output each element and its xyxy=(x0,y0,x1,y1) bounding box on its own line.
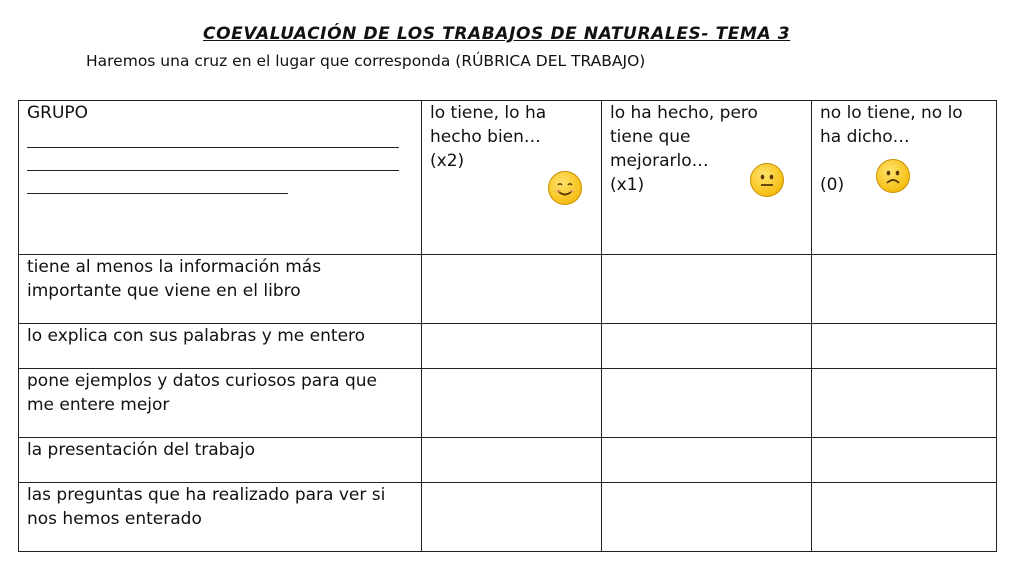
mark-cell[interactable] xyxy=(602,483,812,552)
table-row xyxy=(19,369,997,438)
mark-cell[interactable] xyxy=(602,369,812,438)
mark-cell[interactable] xyxy=(812,255,997,324)
mark-cell[interactable] xyxy=(422,438,602,483)
header-row xyxy=(19,101,997,255)
table-row xyxy=(19,324,997,369)
criterion-text: pone ejemplos y datos curiosos para que xyxy=(27,371,378,391)
group-name-line[interactable] xyxy=(27,148,399,171)
column-header-good xyxy=(422,101,602,255)
criterion-text: tiene al menos la información más xyxy=(27,257,322,277)
group-label: GRUPO xyxy=(27,103,89,123)
mark-cell[interactable] xyxy=(422,369,602,438)
criterion-text: las preguntas que ha realizado para ver si xyxy=(27,485,386,505)
column-header-missing xyxy=(812,101,997,255)
table-row xyxy=(19,255,997,324)
column-header-text: (0) xyxy=(820,175,845,195)
instructions-text: Haremos una cruz en el lugar que corresponda (RÚBRICA DEL TRABAJO) xyxy=(86,52,646,70)
criterion-cell xyxy=(19,324,422,369)
criterion-cell xyxy=(19,438,422,483)
column-header-text: (x1) xyxy=(610,175,645,195)
group-name-line[interactable] xyxy=(27,125,399,148)
mark-cell[interactable] xyxy=(812,324,997,369)
column-header-text: mejorarlo… xyxy=(610,151,709,171)
mark-cell[interactable] xyxy=(812,438,997,483)
column-header-text: lo tiene, lo ha xyxy=(430,103,547,123)
mark-cell[interactable] xyxy=(602,438,812,483)
mark-cell[interactable] xyxy=(422,483,602,552)
criterion-cell xyxy=(19,255,422,324)
column-header-text: tiene que xyxy=(610,127,691,147)
column-header-text: lo ha hecho, pero xyxy=(610,103,758,123)
group-cell xyxy=(19,101,422,255)
column-header-text: no lo tiene, no lo xyxy=(820,103,963,123)
table-row xyxy=(19,483,997,552)
group-name-line[interactable] xyxy=(27,171,288,194)
rubric-table xyxy=(18,100,997,552)
column-header-text: ha dicho… xyxy=(820,127,910,147)
criterion-text: importante que viene en el libro xyxy=(27,281,301,301)
table-row xyxy=(19,438,997,483)
criterion-text: lo explica con sus palabras y me entero xyxy=(27,326,366,346)
document-title: COEVALUACIÓN DE LOS TRABAJOS DE NATURALES- TEMA 3 xyxy=(203,24,791,44)
frowning-face-icon xyxy=(876,159,910,193)
criterion-cell xyxy=(19,369,422,438)
criterion-text: la presentación del trabajo xyxy=(27,440,256,460)
mark-cell[interactable] xyxy=(812,483,997,552)
mark-cell[interactable] xyxy=(812,369,997,438)
mark-cell[interactable] xyxy=(602,255,812,324)
mark-cell[interactable] xyxy=(602,324,812,369)
column-header-improve xyxy=(602,101,812,255)
criterion-text: nos hemos enterado xyxy=(27,509,202,529)
smiling-face-icon xyxy=(548,171,582,205)
mark-cell[interactable] xyxy=(422,255,602,324)
criterion-cell xyxy=(19,483,422,552)
neutral-face-icon xyxy=(750,163,784,197)
criterion-text: me entere mejor xyxy=(27,395,170,415)
mark-cell[interactable] xyxy=(422,324,602,369)
column-header-text: hecho bien… xyxy=(430,127,541,147)
column-header-text: (x2) xyxy=(430,151,465,171)
